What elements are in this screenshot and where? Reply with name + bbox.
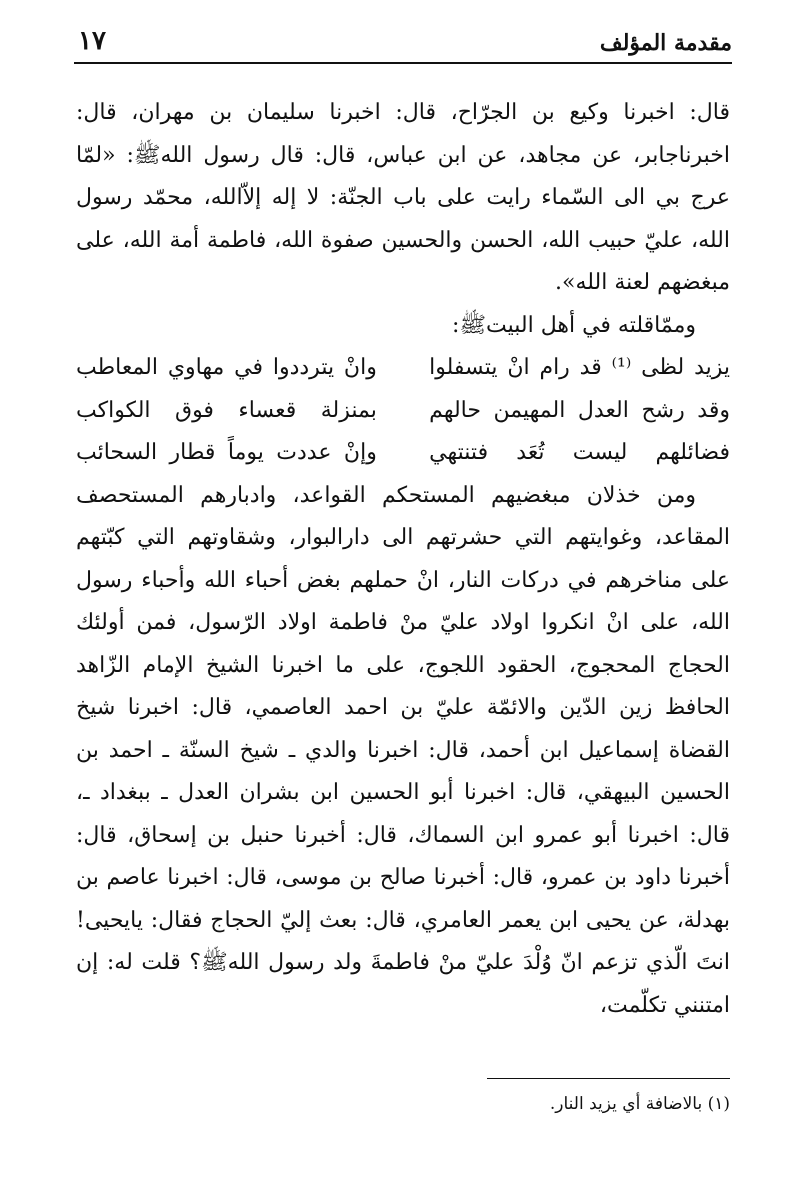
- footnote-divider: [487, 1078, 730, 1079]
- verse-1-first-hemistich: يزيد لظى ⁽¹⁾ قد رام انْ يتسفلوا: [429, 355, 730, 380]
- poem-verse-2: [76, 390, 730, 433]
- paragraph-2: ومن خذلان مبغضيهم المستحكم القواعد، وادبارهم المستحصف المقاعد، وغوايتهم التي حشرتهم الى دارالبوار، وشقاوتهم التي كبّتهم على مناخرهم في دركات النار، انْ حملهم بغض أحباء الله وأحباء رسول الله، على انْ انكروا اولاد عليّ منْ فاطمة اولاد الرّسول، فمن أولئك الحجاج المحجوج، الحقود اللجوج، على ما اخبرنا الشيخ الإمام الزّاهد الحافظ زين الدّين والائمّة عليّ بن احمد العاصمي، قال: اخبرنا شيخ القضاة إسماعيل ابن أحمد، قال: اخبرنا والدي ـ شيخ السنّة ـ احمد بن الحسين البيهقي، قال: اخبرنا أبو الحسين ابن بشران العدل ـ ببغداد ـ، قال: اخبرنا أبو عمرو ابن السماك، قال: أخبرنا حنبل بن إسحاق، قال: أخبرنا داود بن عمرو، قال: أخبرنا صالح بن موسى، قال: اخبرنا عاصم بن بهدلة، عن يحيى ابن يعمر العامري، قال: بعث إليّ الحجاج فقال: يايحيى! انتَ الّذي تزعم انّ وُلْدَ عليّ منْ فاطمةَ ولد رسول اللهﷺ؟ قلت له: إن امتنني تكلّمت،: [76, 482, 730, 1018]
- footnote: (١) بالاضافة أي يزيد النار.: [549, 1094, 730, 1114]
- verse-3-first-hemistich: فضائلهم ليست تُعَد فتنتهي: [429, 440, 730, 465]
- page-header: [78, 24, 732, 64]
- page-number: ١٧: [78, 26, 106, 56]
- verse-3-second-hemistich: وإنْ عددت يوماً قطار السحائب: [76, 440, 377, 465]
- verse-2-second-hemistich: بمنزلة قعساء فوق الكواكب: [76, 397, 377, 423]
- main-text: [76, 92, 730, 1027]
- header-divider: [74, 62, 732, 64]
- poem-verse-3: [76, 432, 730, 475]
- poem: [76, 347, 730, 475]
- poem-verse-1: [76, 347, 730, 390]
- poem-intro: وممّاقلته في أهل البيتﷺ:: [452, 312, 696, 338]
- verse-1-second-hemistich: وانْ يترددوا في مهاوي المعاطب: [76, 355, 377, 380]
- paragraph-1: قال: اخبرنا وكيع بن الجرّاح، قال: اخبرنا سليمان بن مهران، قال: اخبرناجابر، عن مجاهد، عن ابن عباس، قال: قال رسول اللهﷺ: «لمّا عرج بي الى السّماء رايت على باب الجنّة: لا إله إلاّالله، محمّد رسول الله، عليّ حبيب الله، الحسن والحسين صفوة الله، فاطمة أمة الله، على مبغضهم لعنة الله».: [76, 100, 730, 295]
- verse-2-first-hemistich: وقد رشح العدل المهيمن حالهم: [429, 397, 730, 423]
- running-title: مقدمة المؤلف: [599, 30, 732, 56]
